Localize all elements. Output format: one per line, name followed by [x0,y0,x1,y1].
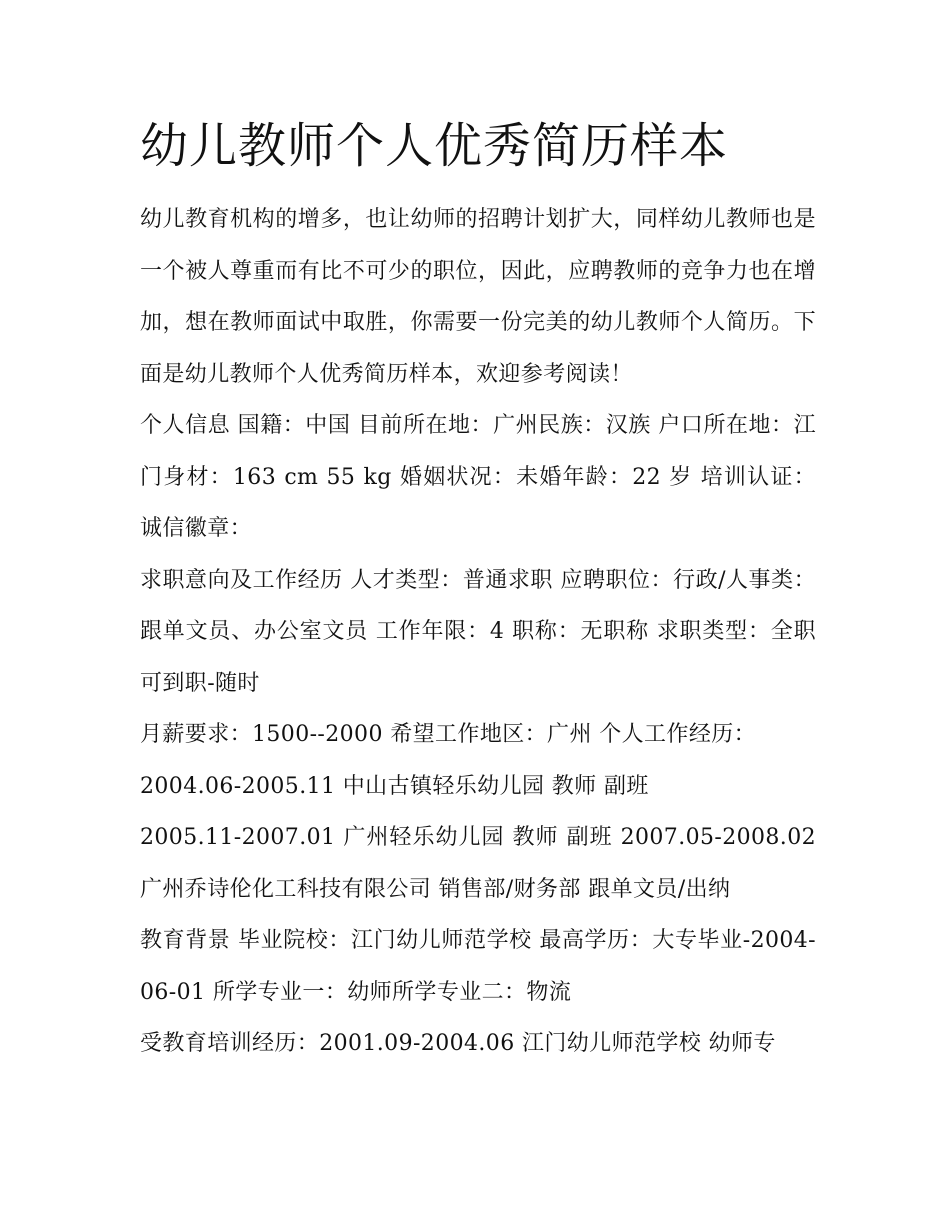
personal-info-paragraph: 个人信息 国籍：中国 目前所在地：广州民族：汉族 户口所在地：江门身材：163 cm 55 kg 婚姻状况：未婚年龄：22 岁 培训认证： 诚信徽章： [140,413,816,541]
education-paragraph: 教育背景 毕业院校：江门幼儿师范学校 最高学历：大专毕业-2004-06-01 所学专业一：幼师所学专业二：物流 [140,928,816,1005]
document-title: 幼儿教师个人优秀简历样本 [140,118,729,174]
training-paragraph: 受教育培训经历：2001.09-2004.06 江门幼儿师范学校 幼师专 [140,1031,776,1056]
salary-paragraph: 月薪要求：1500--2000 希望工作地区：广州 个人工作经历： [140,722,757,747]
work-experience-line-1: 2004.06-2005.11 中山古镇轻乐幼儿园 教师 副班 [140,773,649,799]
job-intention-paragraph: 求职意向及工作经历 人才类型：普通求职 应聘职位：行政/人事类：跟单文员、办公室文员 工作年限：4 职称：无职称 求职类型：全职可到职-随时 [140,567,816,696]
work-experience-line-2: 2005.11-2007.01 广州轻乐幼儿园 教师 副班 2007.05-2008.02 广州乔诗伦化工科技有限公司 销售部/财务部 跟单文员/出纳 [140,825,816,902]
intro-paragraph: 幼儿教育机构的增多，也让幼师的招聘计划扩大，同样幼儿教师也是一个被人尊重而有比不可少的职位，因此，应聘教师的竞争力也在增加，想在教师面试中取胜，你需要一份完美的幼儿教师个人简历。下面是幼儿教师个人优秀简历样本，欢迎参考阅读！ [140,207,816,387]
document-body [140,194,816,1070]
